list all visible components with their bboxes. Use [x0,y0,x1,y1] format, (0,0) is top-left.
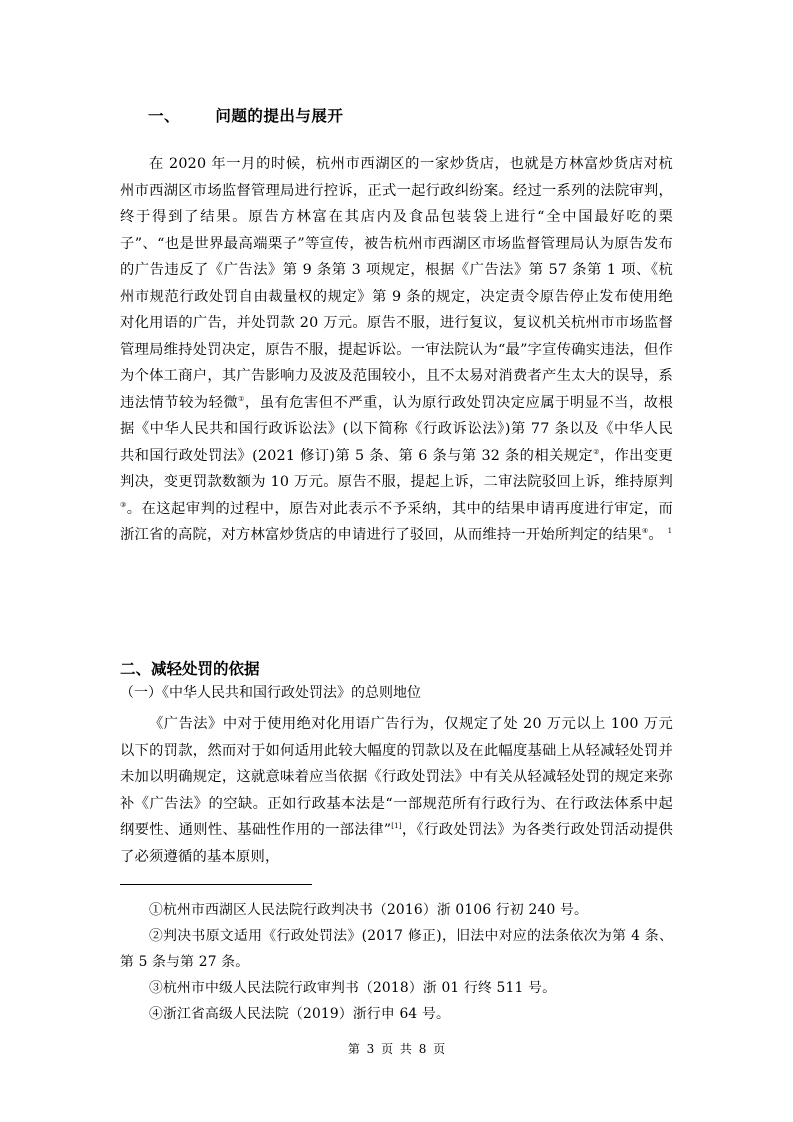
paragraph-text: 。 [648,527,663,543]
footnote-2: ②判决书原文适用《行政处罚法》(2017 修正)，旧法中对应的法条依次为第 4 条、第 5 条与第 27 条。 [120,928,673,970]
footnote-marker-2[interactable]: ② [593,447,600,456]
section1-heading: 一、 问题的提出与展开 [148,107,344,125]
paragraph-text: 《广告法》中对于使用绝对化用语广告行为，仅规定了处 20 万元以上 100 万元以下的罚款，然而对于如何适用此较大幅度的罚款以及在此幅度基础上从轻减轻处罚并未加以明确规定，这就意味着应当依据《行政处罚法》中有关从轻减轻处罚的规定来弥补《广告法》的空缺。正如行政基本法是“一部规范所有行政行为、在行政法体系中起纲要性、通则性、基础性作用的一部法律” [120,716,673,838]
page-number: 第 3 页 共 8 页 [347,1042,446,1056]
section1-paragraph [120,151,673,549]
section2-subheading: （一）《中华人民共和国行政处罚法》的总则地位 [120,685,421,701]
section2-heading: 二、减轻处罚的依据 [120,660,260,678]
paragraph-text: 。在这起审判的过程中，原告对此表示不予采纳，其中的结果申请再度进行审定，而浙江省的高院，对方林富炒货店的申请进行了驳回，从而维持一开始所判定的结果 [120,500,673,543]
paragraph-text: ，《行政处罚法》为各类行政处罚活动提供了必须遵循的基本原则， [120,822,673,865]
section2-paragraph [120,711,673,870]
footnotes [120,897,673,1027]
reference-marker[interactable]: 1 [667,527,673,536]
paragraph-text: 在 2020 年一月的时候，杭州市西湖区的一家炒货店，也就是方林富炒货店对杭州市西湖区市场监督管理局进行控诉，正式一起行政纠纷案。经过一系列的法院审判，终于得到了结果。原告方林富在其店内及食品包装袋上进行“全中国最好吃的栗子”、“也是世界最高端栗子”等宣传，被告杭州市西湖区市场监督管理局认为原告发布的广告违反了《广告法》第 9 条第 3 项规定，根据《广告法》第 57 条第 1 项、《杭州市规范行政处罚自由裁量权的规定》第 9 条的规定，决定责令原告停止发布使用绝对化用语的广告，并处罚款 20 万元。原告不服，进行复议，复议机关杭州市市场监督管理局维持处罚决定，原告不服，提起诉讼。一审法院认为“最”字宣传确实违法，但作为个体工商户，其广告影响力及波及范围较小，且不太易对消费者产生太大的误导，系违法情节较为轻微 [120,156,673,411]
footnote-marker-4[interactable]: ④ [641,527,649,536]
footnote-marker-1[interactable]: ① [238,394,245,403]
footnote-marker-3[interactable]: ③ [120,500,127,509]
paragraph-text: ，作出变更判决，变更罚款数额为 10 万元。原告不服，提起上诉，二审法院驳回上诉，维持原判 [120,447,674,490]
footnote-4: ④浙江省高级人民法院（2019）浙行申 64 号。 [149,1006,450,1022]
citation-marker[interactable]: [1] [391,822,402,831]
footnote-1: ①杭州市西湖区人民法院行政判决书（2016）浙 0106 行初 240 号。 [149,902,589,918]
footnote-divider [120,884,312,885]
footnote-3: ③杭州市中级人民法院行政审判书（2018）浙 01 行终 511 号。 [149,980,557,996]
paragraph-text: ，虽有危害但不严重，认为原行政处罚决定应属于明显不当，故根据《中华人民共和国行政诉讼法》(以下简称《行政诉讼法》)第 77 条以及《中华人民共和国行政处罚法》(2021 修订)第 5 条、第 6 条与第 32 条的相关规定 [120,394,673,464]
